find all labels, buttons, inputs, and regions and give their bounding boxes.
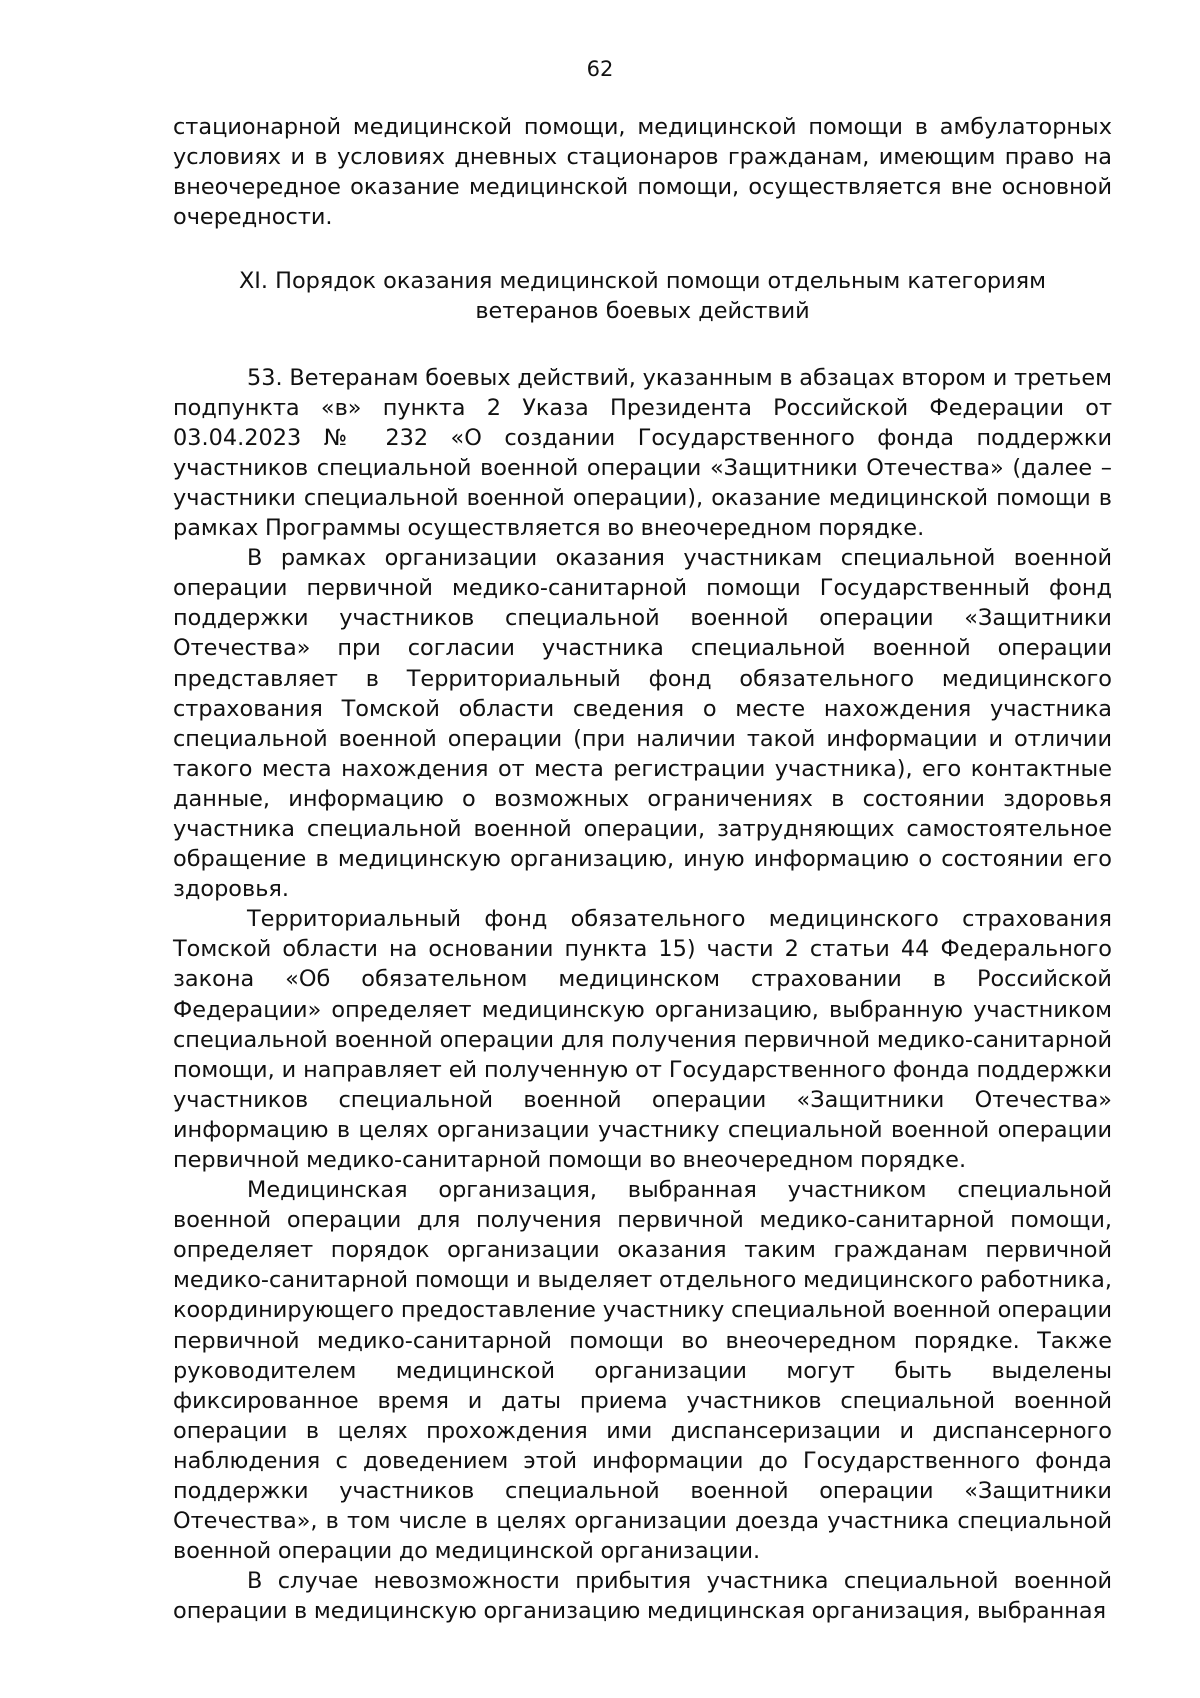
- section-title-line-2: ветеранов боевых действий: [475, 298, 810, 325]
- paragraph-inability-to-arrive: В случае невозможности прибытия участника специальной военной операции в медицинскую организацию медицинская организация, выбранная: [173, 1568, 1112, 1625]
- section-title: [173, 266, 1112, 326]
- intro-paragraph: стационарной медицинской помощи, медицинской помощи в амбулаторных условиях и в условиях дневных стационаров гражданам, имеющим право на внеочередное оказание медицинской помощи, осуществляется вне основной очередности.: [173, 114, 1112, 231]
- paragraph-medical-organization: Медицинская организация, выбранная участником специальной военной операции для получения первичной медико-санитарной помощи, определяет порядок организации оказания таким гражданам первичной медико-санитарной помощи и выделяет отдельного медицинского работника, координирующего предоставление участнику специальной военной операции первичной медико-санитарной помощи во внеочередном порядке. Также руководителем медицинской организации могут быть выделены фиксированное время и даты приема участников специальной военной операции в целях прохождения ими диспансеризации и диспансерного наблюдения с доведением этой информации до Государственного фонда поддержки участников специальной военной операции «Защитники Отечества», в том числе в целях организации доезда участника специальной военной операции до медицинской организации.: [173, 1177, 1112, 1565]
- paragraph-fund-information: В рамках организации оказания участникам специальной военной операции первичной медико-санитарной помощи Государственный фонд поддержки участников специальной военной операции «Защитники Отечества» при согласии участника специальной военной операции представляет в Территориальный фонд обязательного медицинского страхования Томской области сведения о месте нахождения участника специальной военной операции (при наличии такой информации и отличии такого места нахождения от места регистрации участника), его контактные данные, информацию о возможных ограничениях в состоянии здоровья участника специальной военной операции, затрудняющих самостоятельное обращение в медицинскую организацию, иную информацию о состоянии его здоровья.: [173, 545, 1112, 903]
- paragraph-53: 53. Ветеранам боевых действий, указанным в абзацах втором и третьем подпункта «в» пункта 2 Указа Президента Российской Федерации от 03.04.2023 № 232 «О создании Государственного фонда поддержки участников специальной военной операции «Защитники Отечества» (далее – участники специальной военной операции), оказание медицинской помощи в рамках Программы осуществляется во внеочередном порядке.: [173, 364, 1112, 542]
- page-number: 62: [586, 57, 614, 81]
- document-body: [173, 112, 1112, 1627]
- paragraph-territorial-fund: Территориальный фонд обязательного медицинского страхования Томской области на основании пункта 15) части 2 статьи 44 Федерального закона «Об обязательном медицинском страховании в Российской Федерации» определяет медицинскую организацию, выбранную участником специальной военной операции для получения первичной медико-санитарной помощи, и направляет ей полученную от Государственного фонда поддержки участников специальной военной операции «Защитники Отечества» информацию в целях организации участнику специальной военной операции первичной медико-санитарной помощи во внеочередном порядке.: [173, 906, 1112, 1173]
- section-title-line-1: XI. Порядок оказания медицинской помощи отдельным категориям: [238, 268, 1047, 295]
